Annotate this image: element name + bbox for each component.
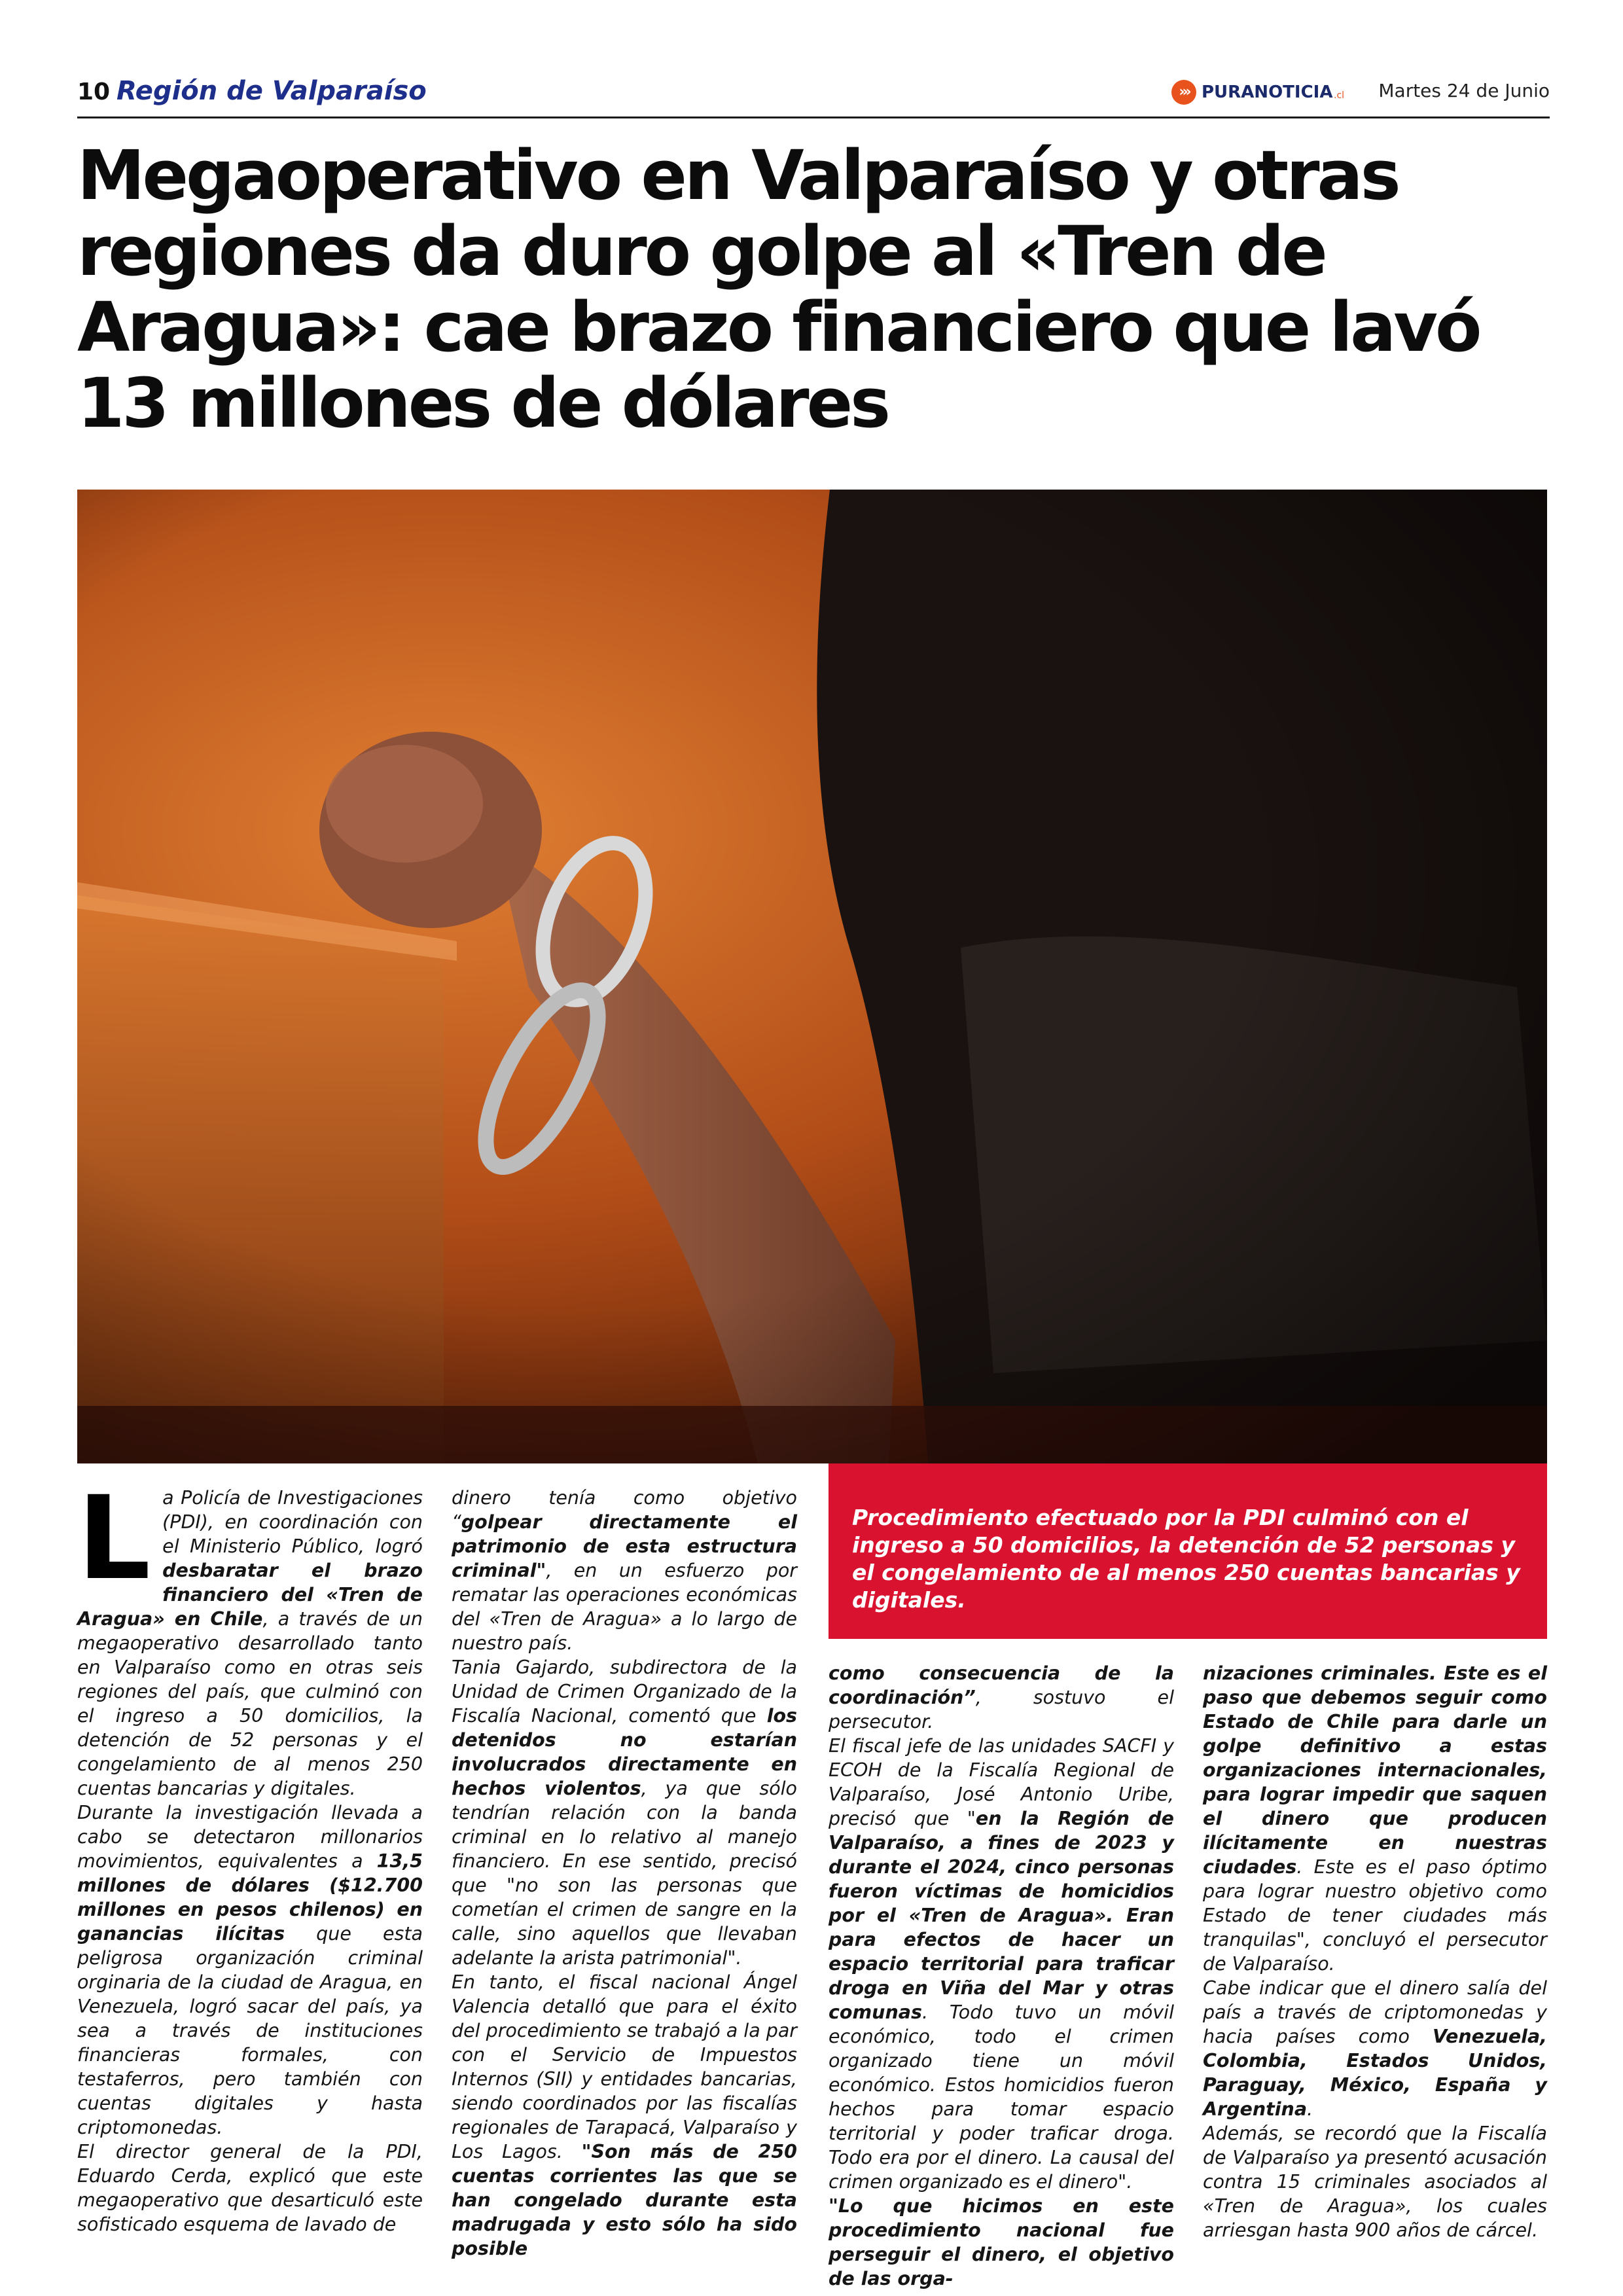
text-run: En tanto, el fiscal nacional Ángel Valencia detalló que para el éxito del procedimiento se trabajó a la par con el Servicio de Impuestos Internos (SII) y entidades bancarias, siendo coordinados por las fiscalías regionales de Tarapacá, Valparaíso y Los Lagos. (452, 1971, 798, 2162)
paragraph (829, 2194, 1174, 2291)
text-run: , ya que sólo tendrían relación con la banda criminal en lo relativo al manejo financiero. En ese sentido, precisó que "no son las personas que cometían el crimen de sangre en la calle, sino aquellos que llevaban adelante la arista patrimonial". (452, 1778, 797, 1969)
text-run: . Todo tuvo un móvil económico, todo el crimen organizado tiene un móvil económico. Estos homicidios fueron hechos para tomar espacio territorial y poder traficar droga. Todo era por el dinero. La causal del crimen organizado es el dinero". (829, 2001, 1174, 2193)
bold-run: desbaratar el brazo financiero del «Tren de Aragua» en Chile (77, 1560, 423, 1630)
bold-run: golpear directamente el patrimonio de esta estructura criminal" (452, 1511, 797, 1581)
photo-illustration (77, 490, 1547, 1463)
article-column-4 (1203, 1661, 1547, 2241)
bold-run: "Son más de 250 cuentas corrientes las que se han congelado durante esta madrugada y esto sólo ha sido posible (452, 2141, 798, 2259)
logo-text: PURANOTICIA (1202, 82, 1333, 102)
bold-run: en la Región de Valparaíso, a fines de 2023 y durante el 2024, cinco personas fueron víctimas de homicidios por el «Tren de Aragua». Eran para efectos de hacer un espacio territorial para traficar droga en Viña del Mar y otras comunas (829, 1808, 1174, 2023)
text-run: , a través de un megaoperativo desarrollado tanto en Valparaíso como en otras seis regiones del país, que culminó con el ingreso a 50 domicilios, la detención de 52 personas y el congelamiento de al menos 250 cuentas bancarias y digitales. (77, 1608, 423, 1799)
text-run: . (1307, 2098, 1313, 2120)
drop-cap: L (77, 1471, 151, 1605)
bold-run: Venezuela, Colombia, Estados Unidos, Paraguay, México, España y Argentina (1203, 2026, 1547, 2120)
paragraph (452, 1655, 797, 1970)
headline: Megaoperativo en Valparaíso y otras regiones da duro golpe al «Tren de Aragua»: cae brazo financiero que lavó 13 millones de dólares (77, 135, 1480, 443)
paragraph (452, 1486, 797, 1655)
article-column-3 (829, 1661, 1174, 2289)
bold-run: 13,5 millones de dólares ($12.700 millones en pesos chilenos) en ganancias ilícitas (77, 1850, 423, 1945)
bold-run: nizaciones criminales. Este es el paso que debemos seguir como Estado de Chile para darle un golpe definitivo a estas organizaciones internacionales, para lograr impedir que saquen el dinero que producen ilícitamente en nuestras ciudades (1203, 1662, 1547, 1878)
section-title: Región de Valparaíso (116, 76, 427, 106)
page-header (77, 73, 1550, 118)
text-run: Tania Gajardo, subdirectora de la Unidad de Crimen Organizado de la Fiscalía Nacional, comentó que (452, 1657, 797, 1727)
paragraph (1203, 1661, 1547, 1976)
callout-box: Procedimiento efectuado por la PDI culminó con el ingreso a 50 domicilios, la detención de 52 personas y el congelamiento de al menos 250 cuentas bancarias y digitales. (829, 1463, 1547, 1639)
article-column-2 (452, 1486, 798, 2259)
text-run: que esta peligrosa organización criminal orginaria de la ciudad de Aragua, en Venezuela, logró sacar del país, ya sea a través de instituciones financieras formales, con testaferros, pero también con cuentas digitales y hasta criptomonedas. (77, 1923, 423, 2138)
text-run: Durante la investigación llevada a cabo se detectaron millonarios movimientos, equivalentes a (77, 1802, 423, 1872)
text-run: , en un esfuerzo por rematar las operaciones económicas del «Tren de Aragua» a lo largo de nuestro país. (452, 1560, 797, 1654)
text-run: a Policía de Investigaciones (PDI), en coordinación con el Ministerio Público, logró (162, 1487, 423, 1557)
paragraph: El director general de la PDI, Eduardo Cerda, explicó que este megaoperativo que desarticuló este sofisticado esquema de lavado de (77, 2141, 423, 2235)
logo-tld: .cl (1334, 90, 1345, 101)
bold-run: los detenidos no estarían involucrados directamente en hechos violentos (452, 1705, 797, 1799)
issue-date: Martes 24 de Junio (1378, 80, 1550, 101)
article-column-1 (77, 1471, 423, 2235)
bold-run: "Lo que hicimos en este procedimiento nacional fue perseguir el dinero, el objetivo de las orga- (829, 2195, 1174, 2289)
bold-run: como consecuencia de la coordinación” (829, 1662, 1174, 1708)
text-run: Cabe indicar que el dinero salía del país a través de criptomonedas y hacia países como (1203, 1977, 1547, 2047)
paragraph: Además, se recordó que la Fiscalía de Valparaíso ya presentó acusación contra 15 criminales asociados al «Tren de Aragua», los cuales arriesgan hasta 900 años de cárcel. (1203, 2123, 1547, 2241)
text-run: dinero tenía como objetivo “ (452, 1487, 797, 1533)
paragraph (1203, 1976, 1547, 2121)
page-number: 10 (77, 79, 111, 105)
paragraph (77, 1801, 423, 2140)
paragraph (452, 1970, 797, 2261)
chevrons-icon: ››› (1171, 80, 1196, 105)
text-run: El fiscal jefe de las unidades SACFI y ECOH de la Fiscalía Regional de Valparaíso, José Antonio Uribe, precisó que " (829, 1735, 1174, 1829)
handcuffs-photo (77, 490, 1547, 1463)
text-run: . Este es el paso óptimo para lograr nuestro objetivo como Estado de tener ciudades más tranquilas", concluyó el persecutor de Valparaíso. (1203, 1856, 1547, 1975)
text-run: , sostuvo el persecutor. (829, 1687, 1174, 1732)
paragraph (829, 1661, 1174, 1734)
paragraph (829, 1734, 1174, 2194)
paragraph (77, 1471, 423, 1801)
